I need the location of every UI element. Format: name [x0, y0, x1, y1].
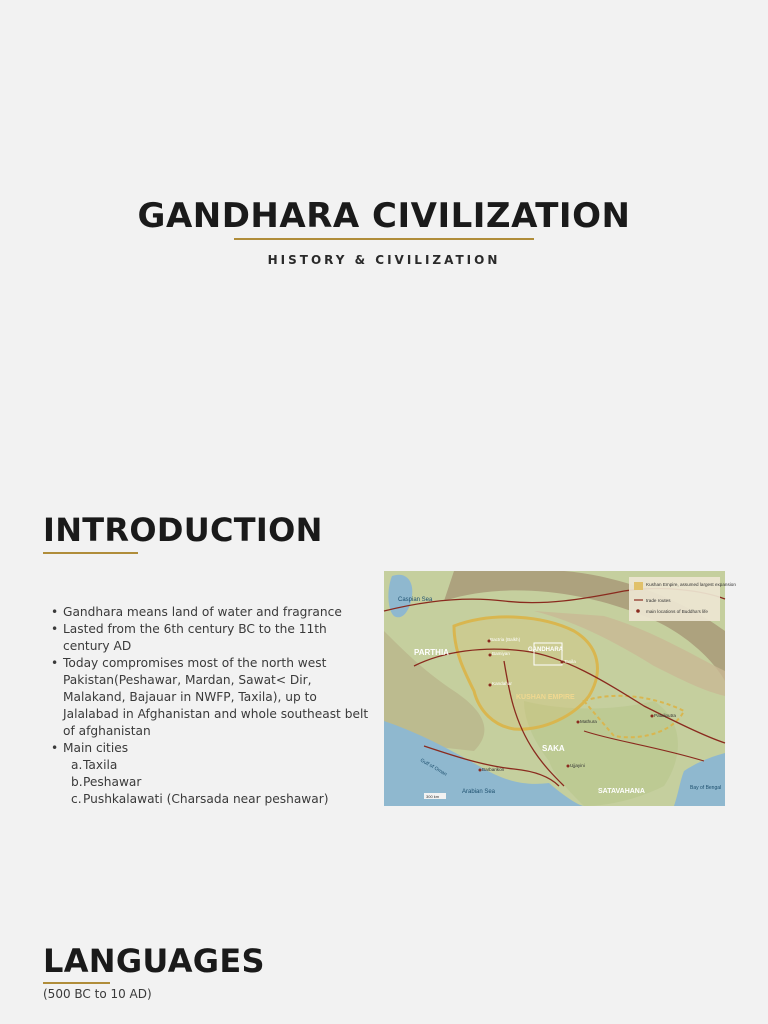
cities-list — [63, 757, 370, 808]
dot-barbarikon — [479, 769, 482, 772]
languages-heading: LANGUAGES — [43, 942, 265, 980]
label-arabian-sea: Arabian Sea — [462, 789, 496, 795]
dot-taxila — [561, 661, 564, 664]
label-bactria: Bactria (Balkh) — [490, 637, 521, 642]
label-saka: SAKA — [542, 744, 565, 753]
map-scale-label: 300 km — [426, 794, 440, 799]
label-mathura: Mathura — [580, 719, 597, 724]
list-item: • Main cities a. Taxila b. Peshawar c. Pushkalawati (Charsada near peshawar) — [50, 740, 370, 808]
dot-bamiyan — [489, 654, 492, 657]
legend-buddha-label: main locations of Buddha's life — [646, 609, 708, 614]
list-item: • Today compromises most of the north west Pakistan(Peshawar, Mardan, Sawat< Dir, Malakand, Bajauar in NWFP, Taxila), up to Jalalabad in Afghanistan and whole southeast belt of afghanistan — [50, 655, 370, 740]
label-gandhara: GANDHARA — [528, 647, 563, 653]
label-barbarikon: Barbarikon — [482, 767, 505, 772]
page-title: GANDHARA CIVILIZATION — [137, 196, 631, 236]
languages-heading-rule — [43, 982, 110, 984]
dot-mathura — [577, 721, 580, 724]
dot-kandahar — [489, 684, 492, 687]
city-item: a. Taxila — [71, 758, 118, 772]
title-divider — [234, 238, 534, 240]
label-kandahar: Kandahar — [492, 681, 512, 686]
legend-empire-label: Kushan Empire, assumed largest expansion — [646, 582, 736, 587]
list-item: • Lasted from the 6th century BC to the 11th century AD — [50, 621, 370, 655]
city-item: b. Peshawar — [71, 775, 142, 789]
legend-empire-swatch — [634, 582, 643, 590]
label-gulf-of-oman: Gulf of Oman — [419, 757, 448, 778]
legend-buddha-swatch — [636, 609, 640, 613]
label-pataliputra: Pataliputra — [654, 713, 676, 718]
languages-note: (500 BC to 10 AD) — [43, 987, 152, 1001]
map-graphic — [384, 571, 736, 806]
label-bay-of-bengal: Bay of Bengal — [690, 785, 722, 791]
list-item: • Gandhara means land of water and fragrance — [50, 604, 370, 621]
kushan-empire-map — [384, 571, 736, 806]
introduction-list — [50, 604, 370, 808]
introduction-heading-rule — [43, 552, 138, 554]
label-kushan: KUSHAN EMPIRE — [516, 694, 575, 701]
label-bamiyan: Bamiyan — [492, 651, 510, 656]
dot-pataliputra — [651, 715, 654, 718]
label-caspian: Caspian Sea — [398, 597, 433, 603]
legend-route-label: trade routes — [646, 598, 671, 603]
label-taxila: Taxila — [564, 659, 576, 664]
label-parthia: PARTHIA — [414, 648, 449, 657]
dot-bactria — [488, 640, 491, 643]
dot-ujjayini — [567, 765, 570, 768]
page-subtitle: HISTORY & CIVILIZATION — [267, 253, 501, 267]
city-item: c. Pushkalawati (Charsada near peshawar) — [71, 792, 329, 806]
label-ujjayini: Ujjayini — [570, 763, 585, 768]
label-satavahana: SATAVAHANA — [598, 788, 645, 795]
introduction-heading: INTRODUCTION — [43, 511, 323, 549]
